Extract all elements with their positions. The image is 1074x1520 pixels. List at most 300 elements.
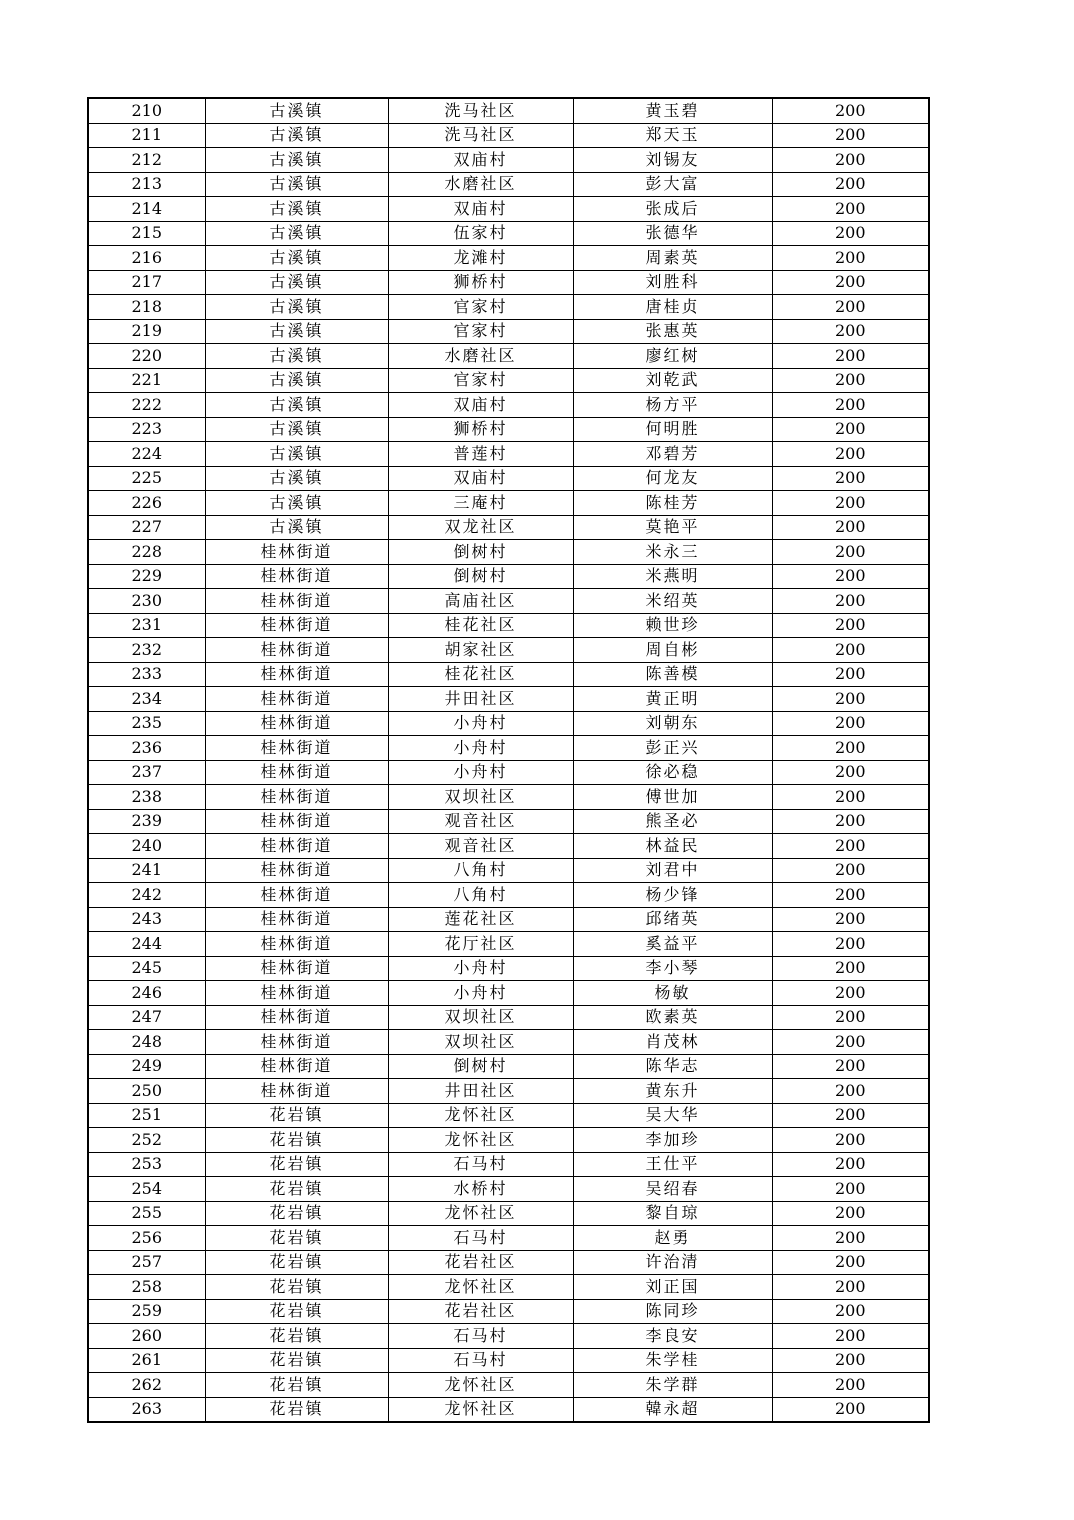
person-name-cell: 邱绪英: [573, 907, 772, 932]
row-number-cell: 255: [88, 1201, 205, 1226]
table-row: [88, 711, 929, 736]
amount-cell: 200: [772, 981, 929, 1006]
village-cell: 双坝社区: [388, 1030, 573, 1055]
town-cell: 桂林街道: [205, 760, 388, 785]
table-row: [88, 295, 929, 320]
town-cell: 桂林街道: [205, 540, 388, 565]
row-number-cell: 257: [88, 1250, 205, 1275]
person-name-cell: 刘胜科: [573, 270, 772, 295]
row-number-cell: 230: [88, 589, 205, 614]
person-name-cell: 刘正国: [573, 1275, 772, 1300]
table-row: [88, 760, 929, 785]
amount-cell: 200: [772, 1152, 929, 1177]
village-cell: 普莲村: [388, 442, 573, 467]
town-cell: 古溪镇: [205, 123, 388, 148]
row-number-cell: 247: [88, 1005, 205, 1030]
person-name-cell: 傅世加: [573, 785, 772, 810]
amount-cell: 200: [772, 417, 929, 442]
person-name-cell: 周素英: [573, 246, 772, 271]
person-name-cell: 李小琴: [573, 956, 772, 981]
amount-cell: 200: [772, 956, 929, 981]
person-name-cell: 郑天玉: [573, 123, 772, 148]
town-cell: 桂林街道: [205, 1054, 388, 1079]
table-row: [88, 589, 929, 614]
village-cell: 龙怀社区: [388, 1397, 573, 1422]
village-cell: 倒树村: [388, 540, 573, 565]
person-name-cell: 朱学群: [573, 1373, 772, 1398]
town-cell: 桂林街道: [205, 1030, 388, 1055]
table-row: [88, 172, 929, 197]
table-row: [88, 981, 929, 1006]
person-name-cell: 陈同珍: [573, 1299, 772, 1324]
table-row: [88, 270, 929, 295]
town-cell: 古溪镇: [205, 270, 388, 295]
amount-cell: 200: [772, 344, 929, 369]
town-cell: 花岩镇: [205, 1128, 388, 1153]
village-cell: 水磨社区: [388, 344, 573, 369]
town-cell: 花岩镇: [205, 1152, 388, 1177]
village-cell: 石马村: [388, 1152, 573, 1177]
table-row: [88, 540, 929, 565]
village-cell: 井田社区: [388, 1079, 573, 1104]
person-name-cell: 黄玉碧: [573, 98, 772, 123]
person-name-cell: 欧素英: [573, 1005, 772, 1030]
row-number-cell: 248: [88, 1030, 205, 1055]
amount-cell: 200: [772, 907, 929, 932]
amount-cell: 200: [772, 491, 929, 516]
village-cell: 双庙村: [388, 197, 573, 222]
amount-cell: 200: [772, 1275, 929, 1300]
village-cell: 龙怀社区: [388, 1201, 573, 1226]
record-table-body: [88, 98, 929, 1422]
row-number-cell: 259: [88, 1299, 205, 1324]
town-cell: 古溪镇: [205, 442, 388, 467]
row-number-cell: 233: [88, 662, 205, 687]
village-cell: 三庵村: [388, 491, 573, 516]
village-cell: 小舟村: [388, 736, 573, 761]
village-cell: 花厅社区: [388, 932, 573, 957]
table-row: [88, 883, 929, 908]
person-name-cell: 彭正兴: [573, 736, 772, 761]
village-cell: 官家村: [388, 368, 573, 393]
person-name-cell: 林益民: [573, 834, 772, 859]
amount-cell: 200: [772, 1128, 929, 1153]
row-number-cell: 244: [88, 932, 205, 957]
town-cell: 桂林街道: [205, 834, 388, 859]
amount-cell: 200: [772, 466, 929, 491]
row-number-cell: 240: [88, 834, 205, 859]
table-row: [88, 1177, 929, 1202]
village-cell: 倒树村: [388, 1054, 573, 1079]
row-number-cell: 235: [88, 711, 205, 736]
person-name-cell: 韓永超: [573, 1397, 772, 1422]
village-cell: 莲花社区: [388, 907, 573, 932]
row-number-cell: 253: [88, 1152, 205, 1177]
row-number-cell: 216: [88, 246, 205, 271]
table-row: [88, 1299, 929, 1324]
village-cell: 石马村: [388, 1226, 573, 1251]
row-number-cell: 246: [88, 981, 205, 1006]
row-number-cell: 212: [88, 148, 205, 173]
village-cell: 小舟村: [388, 981, 573, 1006]
row-number-cell: 231: [88, 613, 205, 638]
person-name-cell: 陈桂芳: [573, 491, 772, 516]
town-cell: 花岩镇: [205, 1324, 388, 1349]
table-row: [88, 1226, 929, 1251]
row-number-cell: 214: [88, 197, 205, 222]
village-cell: 倒树村: [388, 564, 573, 589]
amount-cell: 200: [772, 270, 929, 295]
row-number-cell: 213: [88, 172, 205, 197]
amount-cell: 200: [772, 368, 929, 393]
town-cell: 桂林街道: [205, 981, 388, 1006]
table-row: [88, 736, 929, 761]
table-row: [88, 1397, 929, 1422]
village-cell: 石马村: [388, 1348, 573, 1373]
village-cell: 花岩社区: [388, 1250, 573, 1275]
village-cell: 双龙社区: [388, 515, 573, 540]
town-cell: 古溪镇: [205, 466, 388, 491]
row-number-cell: 261: [88, 1348, 205, 1373]
amount-cell: 200: [772, 1226, 929, 1251]
town-cell: 桂林街道: [205, 564, 388, 589]
table-row: [88, 834, 929, 859]
town-cell: 桂林街道: [205, 711, 388, 736]
table-row: [88, 1128, 929, 1153]
town-cell: 花岩镇: [205, 1275, 388, 1300]
table-row: [88, 1324, 929, 1349]
table-row: [88, 319, 929, 344]
row-number-cell: 263: [88, 1397, 205, 1422]
town-cell: 桂林街道: [205, 907, 388, 932]
village-cell: 龙怀社区: [388, 1128, 573, 1153]
row-number-cell: 211: [88, 123, 205, 148]
table-row: [88, 417, 929, 442]
village-cell: 双庙村: [388, 393, 573, 418]
amount-cell: 200: [772, 736, 929, 761]
town-cell: 桂林街道: [205, 662, 388, 687]
town-cell: 桂林街道: [205, 638, 388, 663]
table-row: [88, 687, 929, 712]
table-row: [88, 393, 929, 418]
town-cell: 古溪镇: [205, 197, 388, 222]
town-cell: 桂林街道: [205, 613, 388, 638]
table-row: [88, 956, 929, 981]
row-number-cell: 218: [88, 295, 205, 320]
town-cell: 桂林街道: [205, 883, 388, 908]
person-name-cell: 吴大华: [573, 1103, 772, 1128]
amount-cell: 200: [772, 148, 929, 173]
person-name-cell: 赖世珍: [573, 613, 772, 638]
amount-cell: 200: [772, 1324, 929, 1349]
village-cell: 龙滩村: [388, 246, 573, 271]
table-row: [88, 1030, 929, 1055]
row-number-cell: 249: [88, 1054, 205, 1079]
row-number-cell: 260: [88, 1324, 205, 1349]
row-number-cell: 227: [88, 515, 205, 540]
town-cell: 古溪镇: [205, 148, 388, 173]
person-name-cell: 陈华志: [573, 1054, 772, 1079]
village-cell: 石马村: [388, 1324, 573, 1349]
table-row: [88, 197, 929, 222]
row-number-cell: 256: [88, 1226, 205, 1251]
village-cell: 龙怀社区: [388, 1103, 573, 1128]
person-name-cell: 唐桂贞: [573, 295, 772, 320]
row-number-cell: 226: [88, 491, 205, 516]
town-cell: 古溪镇: [205, 295, 388, 320]
person-name-cell: 李良安: [573, 1324, 772, 1349]
amount-cell: 200: [772, 564, 929, 589]
village-cell: 双坝社区: [388, 785, 573, 810]
row-number-cell: 225: [88, 466, 205, 491]
row-number-cell: 239: [88, 809, 205, 834]
person-name-cell: 廖红树: [573, 344, 772, 369]
town-cell: 古溪镇: [205, 417, 388, 442]
town-cell: 桂林街道: [205, 809, 388, 834]
person-name-cell: 赵勇: [573, 1226, 772, 1251]
amount-cell: 200: [772, 858, 929, 883]
town-cell: 花岩镇: [205, 1397, 388, 1422]
amount-cell: 200: [772, 785, 929, 810]
village-cell: 龙怀社区: [388, 1275, 573, 1300]
person-name-cell: 黎自琼: [573, 1201, 772, 1226]
amount-cell: 200: [772, 221, 929, 246]
town-cell: 古溪镇: [205, 393, 388, 418]
table-row: [88, 123, 929, 148]
table-row: [88, 1275, 929, 1300]
village-cell: 洗马社区: [388, 123, 573, 148]
person-name-cell: 张德华: [573, 221, 772, 246]
village-cell: 小舟村: [388, 711, 573, 736]
village-cell: 伍家村: [388, 221, 573, 246]
village-cell: 观音社区: [388, 834, 573, 859]
amount-cell: 200: [772, 834, 929, 859]
row-number-cell: 238: [88, 785, 205, 810]
table-row: [88, 491, 929, 516]
village-cell: 狮桥村: [388, 270, 573, 295]
town-cell: 桂林街道: [205, 736, 388, 761]
person-name-cell: 杨方平: [573, 393, 772, 418]
amount-cell: 200: [772, 393, 929, 418]
row-number-cell: 245: [88, 956, 205, 981]
amount-cell: 200: [772, 540, 929, 565]
person-name-cell: 刘锡友: [573, 148, 772, 173]
row-number-cell: 262: [88, 1373, 205, 1398]
town-cell: 古溪镇: [205, 491, 388, 516]
table-row: [88, 246, 929, 271]
village-cell: 桂花社区: [388, 662, 573, 687]
amount-cell: 200: [772, 883, 929, 908]
row-number-cell: 220: [88, 344, 205, 369]
table-row: [88, 344, 929, 369]
row-number-cell: 237: [88, 760, 205, 785]
amount-cell: 200: [772, 1348, 929, 1373]
row-number-cell: 221: [88, 368, 205, 393]
amount-cell: 200: [772, 442, 929, 467]
amount-cell: 200: [772, 1005, 929, 1030]
table-row: [88, 785, 929, 810]
table-row: [88, 1079, 929, 1104]
table-row: [88, 1103, 929, 1128]
village-cell: 双庙村: [388, 466, 573, 491]
table-row: [88, 858, 929, 883]
table-row: [88, 368, 929, 393]
row-number-cell: 228: [88, 540, 205, 565]
table-row: [88, 442, 929, 467]
row-number-cell: 250: [88, 1079, 205, 1104]
amount-cell: 200: [772, 515, 929, 540]
table-row: [88, 1152, 929, 1177]
amount-cell: 200: [772, 589, 929, 614]
amount-cell: 200: [772, 1054, 929, 1079]
amount-cell: 200: [772, 1250, 929, 1275]
person-name-cell: 刘乾武: [573, 368, 772, 393]
row-number-cell: 236: [88, 736, 205, 761]
row-number-cell: 217: [88, 270, 205, 295]
town-cell: 花岩镇: [205, 1226, 388, 1251]
town-cell: 桂林街道: [205, 1005, 388, 1030]
village-cell: 官家村: [388, 319, 573, 344]
village-cell: 桂花社区: [388, 613, 573, 638]
table-row: [88, 613, 929, 638]
person-name-cell: 黄东升: [573, 1079, 772, 1104]
table-row: [88, 564, 929, 589]
village-cell: 双坝社区: [388, 1005, 573, 1030]
person-name-cell: 刘朝东: [573, 711, 772, 736]
person-name-cell: 杨敏: [573, 981, 772, 1006]
table-row: [88, 515, 929, 540]
person-name-cell: 朱学桂: [573, 1348, 772, 1373]
amount-cell: 200: [772, 295, 929, 320]
amount-cell: 200: [772, 809, 929, 834]
person-name-cell: 李加珍: [573, 1128, 772, 1153]
amount-cell: 200: [772, 1397, 929, 1422]
village-cell: 八角村: [388, 858, 573, 883]
person-name-cell: 刘君中: [573, 858, 772, 883]
village-cell: 小舟村: [388, 956, 573, 981]
row-number-cell: 252: [88, 1128, 205, 1153]
person-name-cell: 黄正明: [573, 687, 772, 712]
person-name-cell: 米燕明: [573, 564, 772, 589]
table-row: [88, 1201, 929, 1226]
row-number-cell: 234: [88, 687, 205, 712]
person-name-cell: 杨少锋: [573, 883, 772, 908]
person-name-cell: 周自彬: [573, 638, 772, 663]
person-name-cell: 米永三: [573, 540, 772, 565]
amount-cell: 200: [772, 1079, 929, 1104]
person-name-cell: 何明胜: [573, 417, 772, 442]
village-cell: 高庙社区: [388, 589, 573, 614]
village-cell: 花岩社区: [388, 1299, 573, 1324]
person-name-cell: 张成后: [573, 197, 772, 222]
village-cell: 胡家社区: [388, 638, 573, 663]
village-cell: 八角村: [388, 883, 573, 908]
amount-cell: 200: [772, 197, 929, 222]
town-cell: 花岩镇: [205, 1177, 388, 1202]
village-cell: 观音社区: [388, 809, 573, 834]
town-cell: 古溪镇: [205, 368, 388, 393]
amount-cell: 200: [772, 760, 929, 785]
town-cell: 古溪镇: [205, 246, 388, 271]
row-number-cell: 243: [88, 907, 205, 932]
table-row: [88, 932, 929, 957]
row-number-cell: 251: [88, 1103, 205, 1128]
row-number-cell: 224: [88, 442, 205, 467]
row-number-cell: 223: [88, 417, 205, 442]
person-name-cell: 吴绍春: [573, 1177, 772, 1202]
amount-cell: 200: [772, 932, 929, 957]
village-cell: 狮桥村: [388, 417, 573, 442]
person-name-cell: 肖茂林: [573, 1030, 772, 1055]
amount-cell: 200: [772, 1299, 929, 1324]
amount-cell: 200: [772, 1030, 929, 1055]
town-cell: 花岩镇: [205, 1299, 388, 1324]
row-number-cell: 258: [88, 1275, 205, 1300]
amount-cell: 200: [772, 1177, 929, 1202]
town-cell: 花岩镇: [205, 1250, 388, 1275]
person-name-cell: 陈善模: [573, 662, 772, 687]
row-number-cell: 242: [88, 883, 205, 908]
amount-cell: 200: [772, 638, 929, 663]
person-name-cell: 张惠英: [573, 319, 772, 344]
town-cell: 桂林街道: [205, 858, 388, 883]
village-cell: 龙怀社区: [388, 1373, 573, 1398]
person-name-cell: 熊圣必: [573, 809, 772, 834]
village-cell: 洗马社区: [388, 98, 573, 123]
town-cell: 桂林街道: [205, 589, 388, 614]
table-row: [88, 98, 929, 123]
table-row: [88, 466, 929, 491]
village-cell: 官家村: [388, 295, 573, 320]
table-row: [88, 1348, 929, 1373]
amount-cell: 200: [772, 246, 929, 271]
town-cell: 古溪镇: [205, 98, 388, 123]
amount-cell: 200: [772, 613, 929, 638]
person-name-cell: 米绍英: [573, 589, 772, 614]
person-name-cell: 王仕平: [573, 1152, 772, 1177]
table-row: [88, 1005, 929, 1030]
amount-cell: 200: [772, 123, 929, 148]
town-cell: 花岩镇: [205, 1103, 388, 1128]
person-name-cell: 许治清: [573, 1250, 772, 1275]
town-cell: 桂林街道: [205, 1079, 388, 1104]
table-row: [88, 638, 929, 663]
amount-cell: 200: [772, 687, 929, 712]
town-cell: 古溪镇: [205, 344, 388, 369]
town-cell: 花岩镇: [205, 1373, 388, 1398]
table-row: [88, 809, 929, 834]
village-cell: 井田社区: [388, 687, 573, 712]
table-row: [88, 907, 929, 932]
row-number-cell: 229: [88, 564, 205, 589]
person-name-cell: 何龙友: [573, 466, 772, 491]
table-row: [88, 221, 929, 246]
town-cell: 桂林街道: [205, 687, 388, 712]
row-number-cell: 222: [88, 393, 205, 418]
village-cell: 双庙村: [388, 148, 573, 173]
town-cell: 花岩镇: [205, 1201, 388, 1226]
amount-cell: 200: [772, 1201, 929, 1226]
village-cell: 小舟村: [388, 760, 573, 785]
town-cell: 桂林街道: [205, 932, 388, 957]
town-cell: 古溪镇: [205, 172, 388, 197]
table-row: [88, 148, 929, 173]
table-row: [88, 1250, 929, 1275]
village-cell: 水桥村: [388, 1177, 573, 1202]
town-cell: 花岩镇: [205, 1348, 388, 1373]
town-cell: 古溪镇: [205, 515, 388, 540]
village-cell: 水磨社区: [388, 172, 573, 197]
